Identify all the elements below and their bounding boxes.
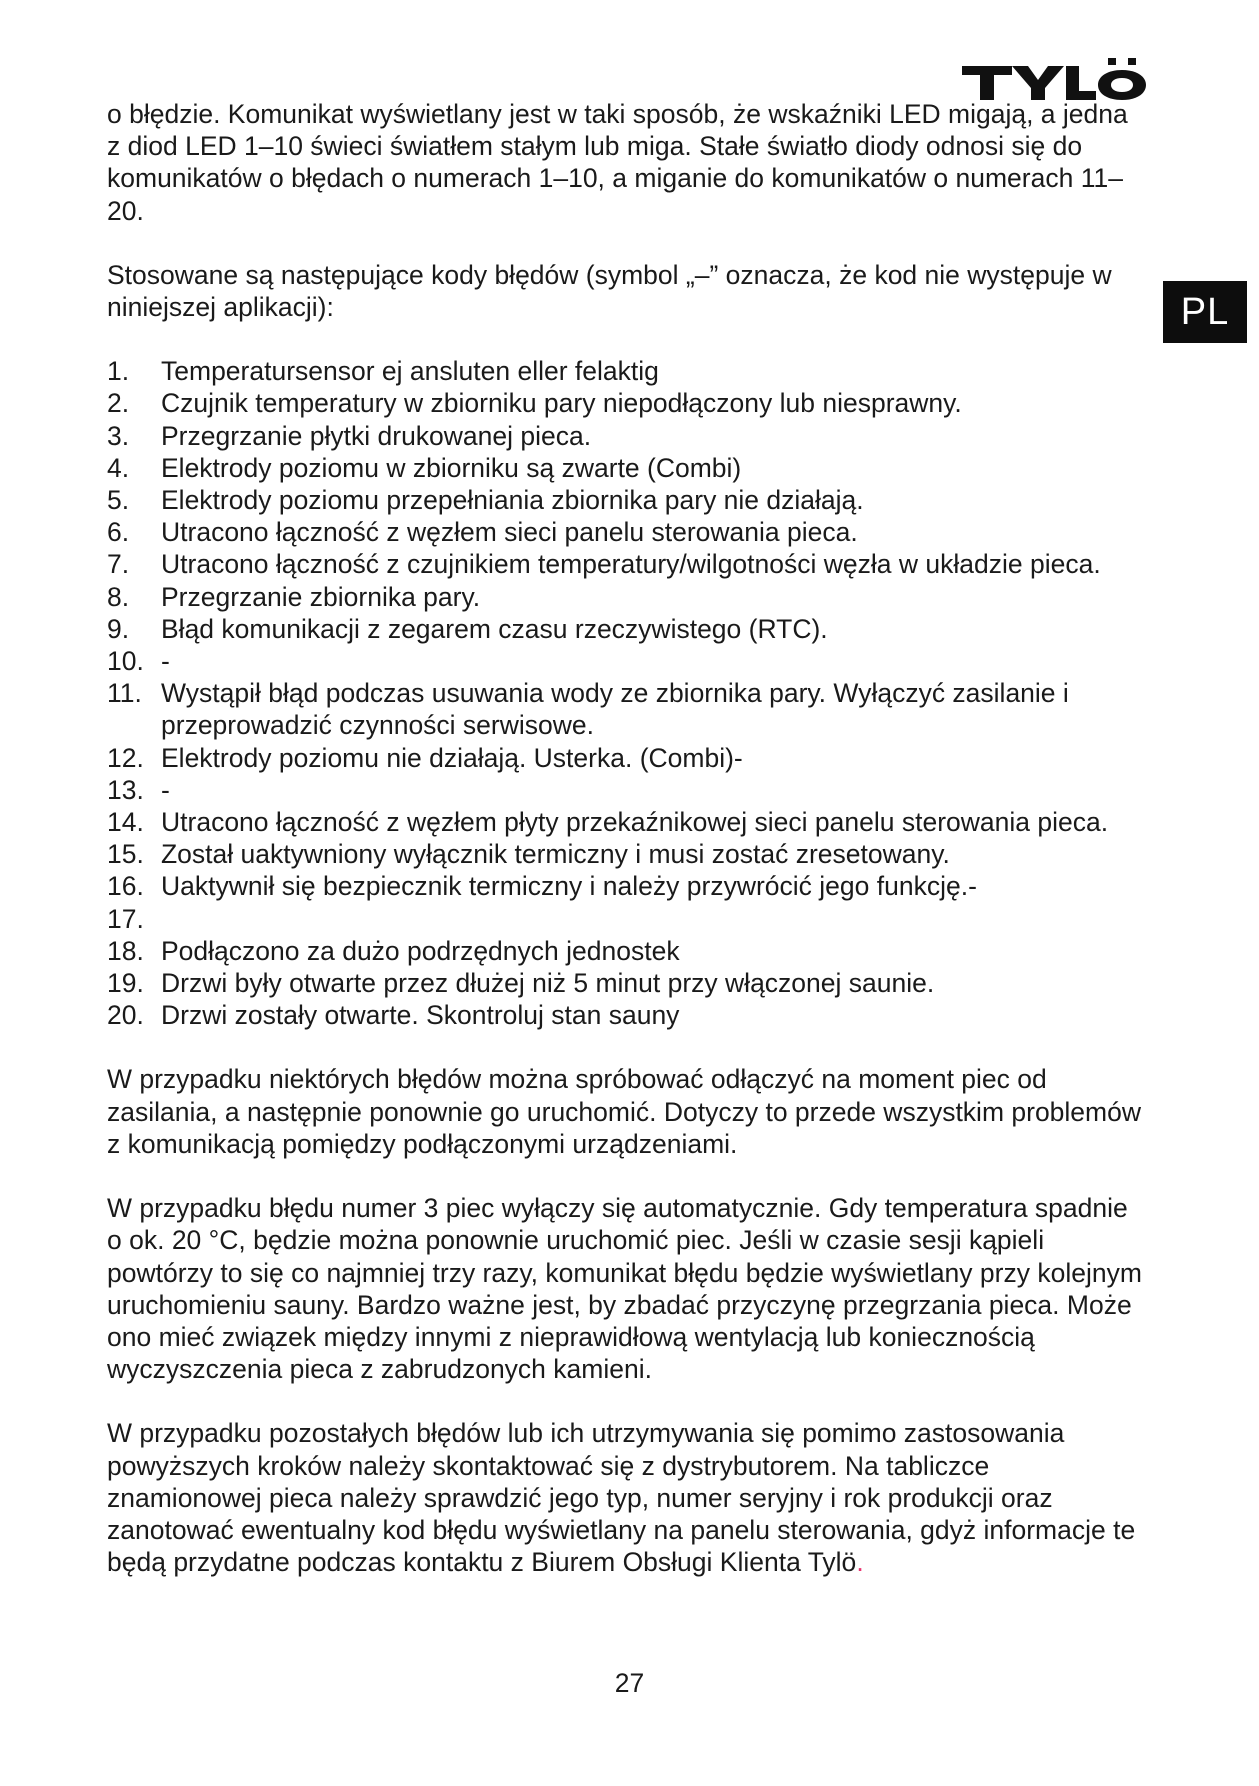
error-code-number: 13. [107, 774, 144, 805]
error-code-number: 14. [107, 807, 144, 838]
error-code-number: 3. [107, 420, 130, 451]
error-code-item [107, 387, 1142, 419]
error-code-item [107, 999, 1142, 1031]
error-code-item [107, 838, 1142, 870]
error-code-number: 16. [107, 871, 144, 902]
error-code-item [107, 484, 1142, 516]
error-code-item [107, 967, 1142, 999]
error-code-description: Przegrzanie zbiornika pary. [161, 581, 481, 612]
error-code-description: Elektrody poziomu przepełniania zbiornika pary nie działają. [161, 485, 864, 516]
restart-advice-paragraph: W przypadku niektórych błędów można spróbować odłączyć na moment piec od zasilania, a następnie ponownie go uruchomić. Dotyczy to przede wszystkim problemów z komunikacją pomiędzy podłączonymi urządzeniami. [107, 1064, 1141, 1159]
error-code-item [107, 420, 1142, 452]
error-code-item [107, 774, 1142, 806]
error-code-description: - [161, 774, 170, 805]
error-code-item [107, 806, 1142, 838]
error-code-item [107, 742, 1142, 774]
error-code-number: 9. [107, 613, 130, 644]
error-code-description: Czujnik temperatury w zbiorniku pary niepodłączony lub niesprawny. [161, 388, 962, 419]
error-code-description: Podłączono za dużo podrzędnych jednostek [161, 935, 680, 966]
error-code-item [107, 903, 1142, 935]
error-code-item [107, 355, 1142, 387]
error-code-description: Utracono łączność z czujnikiem temperatury/wilgotności węzła w układzie pieca. [161, 549, 1101, 580]
error-code-description [161, 903, 1142, 935]
error-codes-intro: Stosowane są następujące kody błędów (symbol „–” oznacza, że kod nie występuje w niniejszej aplikacji): [107, 259, 1112, 323]
error-code-number: 11. [107, 678, 142, 709]
error-code-number: 4. [107, 452, 130, 483]
error-code-item [107, 870, 1142, 902]
error-code-item [107, 645, 1142, 677]
error-code-description: Został uaktywniony wyłącznik termiczny i musi zostać zresetowany. [161, 839, 950, 870]
error-code-number: 20. [107, 1000, 144, 1031]
error-code-number: 6. [107, 517, 130, 548]
error-code-number: 19. [107, 968, 144, 999]
error-code-number: 7. [107, 549, 130, 580]
error-code-item [107, 548, 1142, 580]
error-code-list [107, 355, 1142, 1031]
intro-continued-paragraph: o błędzie. Komunikat wyświetlany jest w taki sposób, że wskaźniki LED migają, a jedna z diod LED 1–10 świeci światłem stałym lub miga. Stałe światło diody odnosi się do komunikatów o błędach o numerach 1–10, a miganie do komunikatów o numerach 11–20. [107, 99, 1128, 226]
error-code-item [107, 581, 1142, 613]
page-number: 27 [614, 1668, 645, 1698]
error-3-advice-paragraph: W przypadku błędu numer 3 piec wyłączy się automatycznie. Gdy temperatura spadnie o ok. 20 °C, będzie można ponownie uruchomić piec. Jeśli w czasie sesji kąpieli powtórzy to się co najmniej trzy razy, komunikat błędu będzie wyświetlany przy kolejnym uruchomieniu sauny. Bardzo ważne jest, by zbadać przyczynę przegrzania pieca. Może ono mieć związek między innymi z nieprawidłową wentylacją lub koniecznością wyczyszczenia pieca z zabrudzonych kamieni. [107, 1193, 1142, 1385]
contact-advice-trailing-dot: . [856, 1547, 864, 1578]
brand-logo [962, 58, 1146, 100]
error-code-description: Temperatursensor ej ansluten eller felaktig [161, 356, 659, 387]
error-code-number: 2. [107, 388, 130, 419]
error-code-item [107, 677, 1142, 741]
error-code-description: Wystąpił błąd podczas usuwania wody ze zbiornika pary. Wyłączyć zasilanie i przeprowadzić czynności serwisowe. [161, 678, 1069, 741]
contact-advice-paragraph [107, 1417, 1142, 1578]
error-code-description: Błąd komunikacji z zegarem czasu rzeczywistego (RTC). [161, 613, 828, 644]
error-code-description: Drzwi były otwarte przez dłużej niż 5 minut przy włączonej saunie. [161, 968, 935, 999]
error-code-description: Elektrody poziomu w zbiorniku są zwarte (Combi) [161, 452, 742, 483]
error-code-number: 8. [107, 581, 130, 612]
error-code-number: 15. [107, 839, 144, 870]
error-code-number: 12. [107, 742, 144, 773]
error-code-number: 5. [107, 485, 130, 516]
error-code-number: 1. [107, 356, 130, 387]
page-content [107, 98, 1142, 1610]
error-code-number: 17. [107, 903, 144, 934]
error-code-description: Utracono łączność z węzłem płyty przekaźnikowej sieci panelu sterowania pieca. [161, 807, 1109, 838]
language-tab: PL [1163, 281, 1247, 343]
error-code-description: Utracono łączność z węzłem sieci panelu sterowania pieca. [161, 517, 858, 548]
error-code-description: Przegrzanie płytki drukowanej pieca. [161, 420, 592, 451]
error-code-description: Uaktywnił się bezpiecznik termiczny i należy przywrócić jego funkcję.- [161, 871, 977, 902]
error-code-item [107, 516, 1142, 548]
contact-advice-text: W przypadku pozostałych błędów lub ich utrzymywania się pomimo zastosowania powyższych kroków należy skontaktować się z dystrybutorem. Na tabliczce znamionowej pieca należy sprawdzić jego typ, numer seryjny i rok produkcji oraz zanotować ewentualny kod błędu wyświetlany na panelu sterowania, gdyż informacje te będą przydatne podczas kontaktu z Biurem Obsługi Klienta Tylö [107, 1418, 1136, 1578]
error-code-item [107, 613, 1142, 645]
error-code-item [107, 935, 1142, 967]
error-code-description: Drzwi zostały otwarte. Skontroluj stan sauny [161, 1000, 680, 1031]
error-code-description: Elektrody poziomu nie działają. Usterka. (Combi)- [161, 742, 743, 773]
error-code-number: 10. [107, 646, 144, 677]
error-code-number: 18. [107, 935, 144, 966]
error-code-item [107, 452, 1142, 484]
error-code-description: - [161, 646, 170, 677]
